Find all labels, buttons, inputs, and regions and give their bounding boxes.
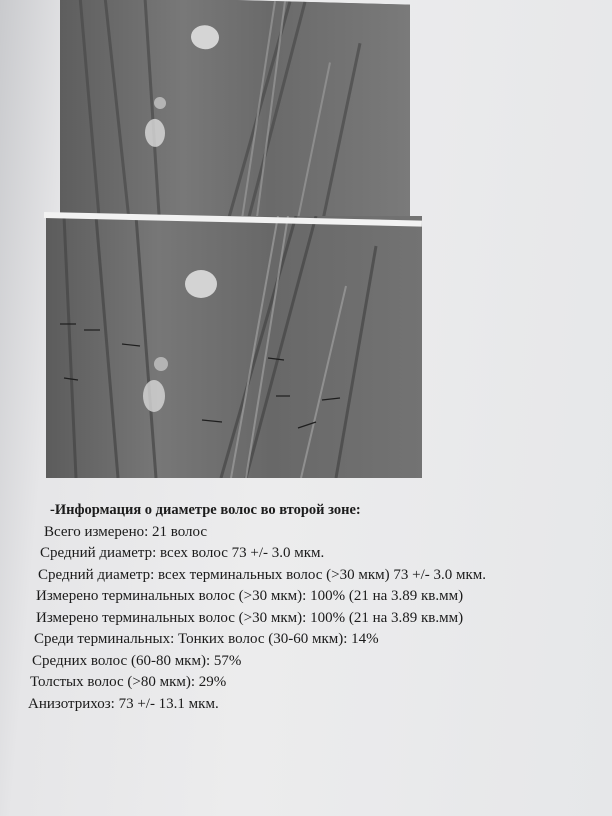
report-line-total: Всего измерено: 21 волос: [44, 523, 208, 540]
report-line-medium: Средних волос (60-80 мкм): 57%: [32, 652, 242, 669]
report-line-terminal-count-1: Измерено терминальных волос (>30 мкм): 100% (21 на 3.89 кв.мм): [36, 588, 464, 604]
report-line-terminal-count-2: Измерено терминальных волос (>30 мкм): 100% (21 на 3.89 кв.мм): [36, 609, 464, 626]
report-heading: -Информация о диаметре волос во второй зоне:: [50, 502, 361, 518]
report-line-mean-all: Средний диаметр: всех волос 73 +/- 3.0 мкм.: [40, 545, 325, 561]
hair-micrograph-bottom: [46, 216, 422, 478]
hair-diameter-report: [30, 500, 610, 715]
report-line-thick: Толстых волос (>80 мкм): 29%: [30, 674, 227, 690]
trichoscopy-image-bottom: [46, 216, 422, 478]
trichoscopy-image-top: [60, 0, 410, 237]
hair-micrograph-top: [60, 0, 410, 237]
report-line-anisotrichosis: Анизотрихоз: 73 +/- 13.1 мкм.: [28, 695, 219, 712]
report-line-thin: Среди терминальных: Тонких волос (30-60 мкм): 14%: [34, 631, 379, 647]
report-line-mean-terminal: Средний диаметр: всех терминальных волос (>30 мкм) 73 +/- 3.0 мкм.: [38, 566, 487, 583]
